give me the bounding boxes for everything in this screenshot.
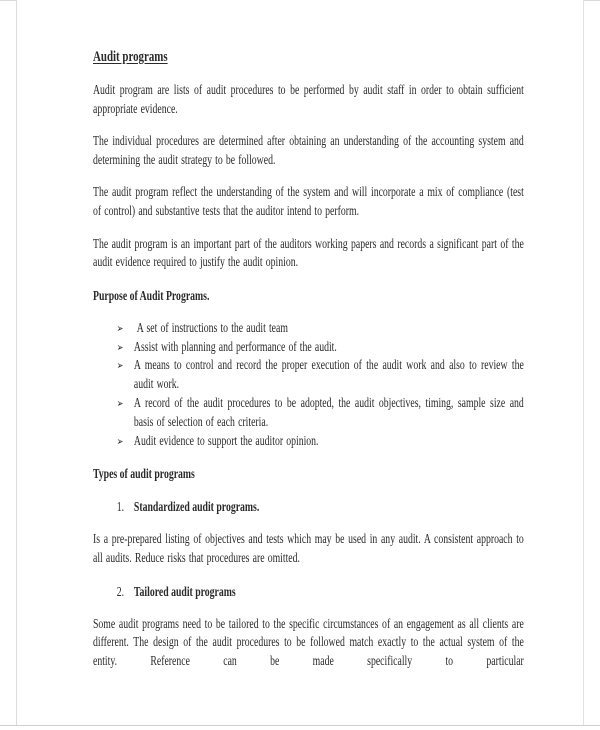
- intro-paragraph-3: The audit program reflect the understanding of the system and will incorporate a mix of compliance (test of control) and substantive tests that the auditor intend to perform.: [93, 184, 524, 218]
- document-title: Audit programs: [93, 48, 168, 65]
- bullet-item: [93, 394, 524, 432]
- numbered-item-2-body: Some audit programs need to be tailored to the specific circumstances of an engagement as all clients are different. The design of the audit procedures to be followed match exactly to the actual system of the entity. Reference can be made specifically to particular: [93, 615, 524, 668]
- bullet-item: [93, 432, 524, 451]
- arrow-bullet-icon: ➢: [116, 321, 124, 335]
- arrow-bullet-icon: ➢: [116, 396, 124, 410]
- bullet-item-text: A record of the audit procedures to be adopted, the audit objectives, timing, sample size and basis of selection of each criteria.: [133, 394, 524, 429]
- intro-paragraph-2: The individual procedures are determined after obtaining an understanding of the accounting system and determining the audit strategy to be followed.: [93, 133, 524, 167]
- intro-paragraph-4: The audit program is an important part of the auditors working papers and records a significant part of the audit evidence required to justify the audit opinion.: [93, 235, 524, 270]
- bullet-item-text: A set of instructions to the audit team: [136, 319, 288, 335]
- types-heading: Types of audit programs: [93, 466, 195, 482]
- numbered-item-1-body: Is a pre-prepared listing of objectives and tests which may be used in any audit. A consistent approach to all audits. Reduce risks that procedures are omitted.: [93, 531, 524, 565]
- arrow-bullet-icon: ➢: [116, 359, 124, 373]
- document-page: [16, 0, 584, 725]
- numbered-item-1-heading: [93, 497, 524, 516]
- arrow-bullet-icon: ➢: [116, 434, 124, 448]
- item-title: Tailored audit programs: [133, 583, 236, 599]
- item-number: 2.: [116, 583, 125, 599]
- arrow-bullet-icon: ➢: [116, 340, 124, 354]
- purpose-heading: Purpose of Audit Programs.: [93, 287, 210, 303]
- document-content: [93, 47, 524, 684]
- bullet-item-text: Audit evidence to support the auditor opinion.: [133, 432, 319, 448]
- page-frame-bottom-line: [0, 725, 600, 726]
- bullet-item: [93, 338, 524, 357]
- item-title: Standardized audit programs.: [133, 499, 260, 515]
- bullet-item: [93, 319, 524, 338]
- item-number: 1.: [116, 499, 125, 515]
- purpose-bullet-list: [93, 319, 524, 451]
- intro-paragraph-1: Audit program are lists of audit procedures to be performed by audit staff in order to obtain sufficient appropriate evidence.: [93, 82, 524, 116]
- bullet-item: [93, 356, 524, 394]
- bullet-item-text: Assist with planning and performance of the audit.: [133, 338, 337, 354]
- bullet-item-text: A means to control and record the proper execution of the audit work and also to review the audit work.: [133, 357, 524, 392]
- numbered-item-2-heading: [93, 582, 524, 601]
